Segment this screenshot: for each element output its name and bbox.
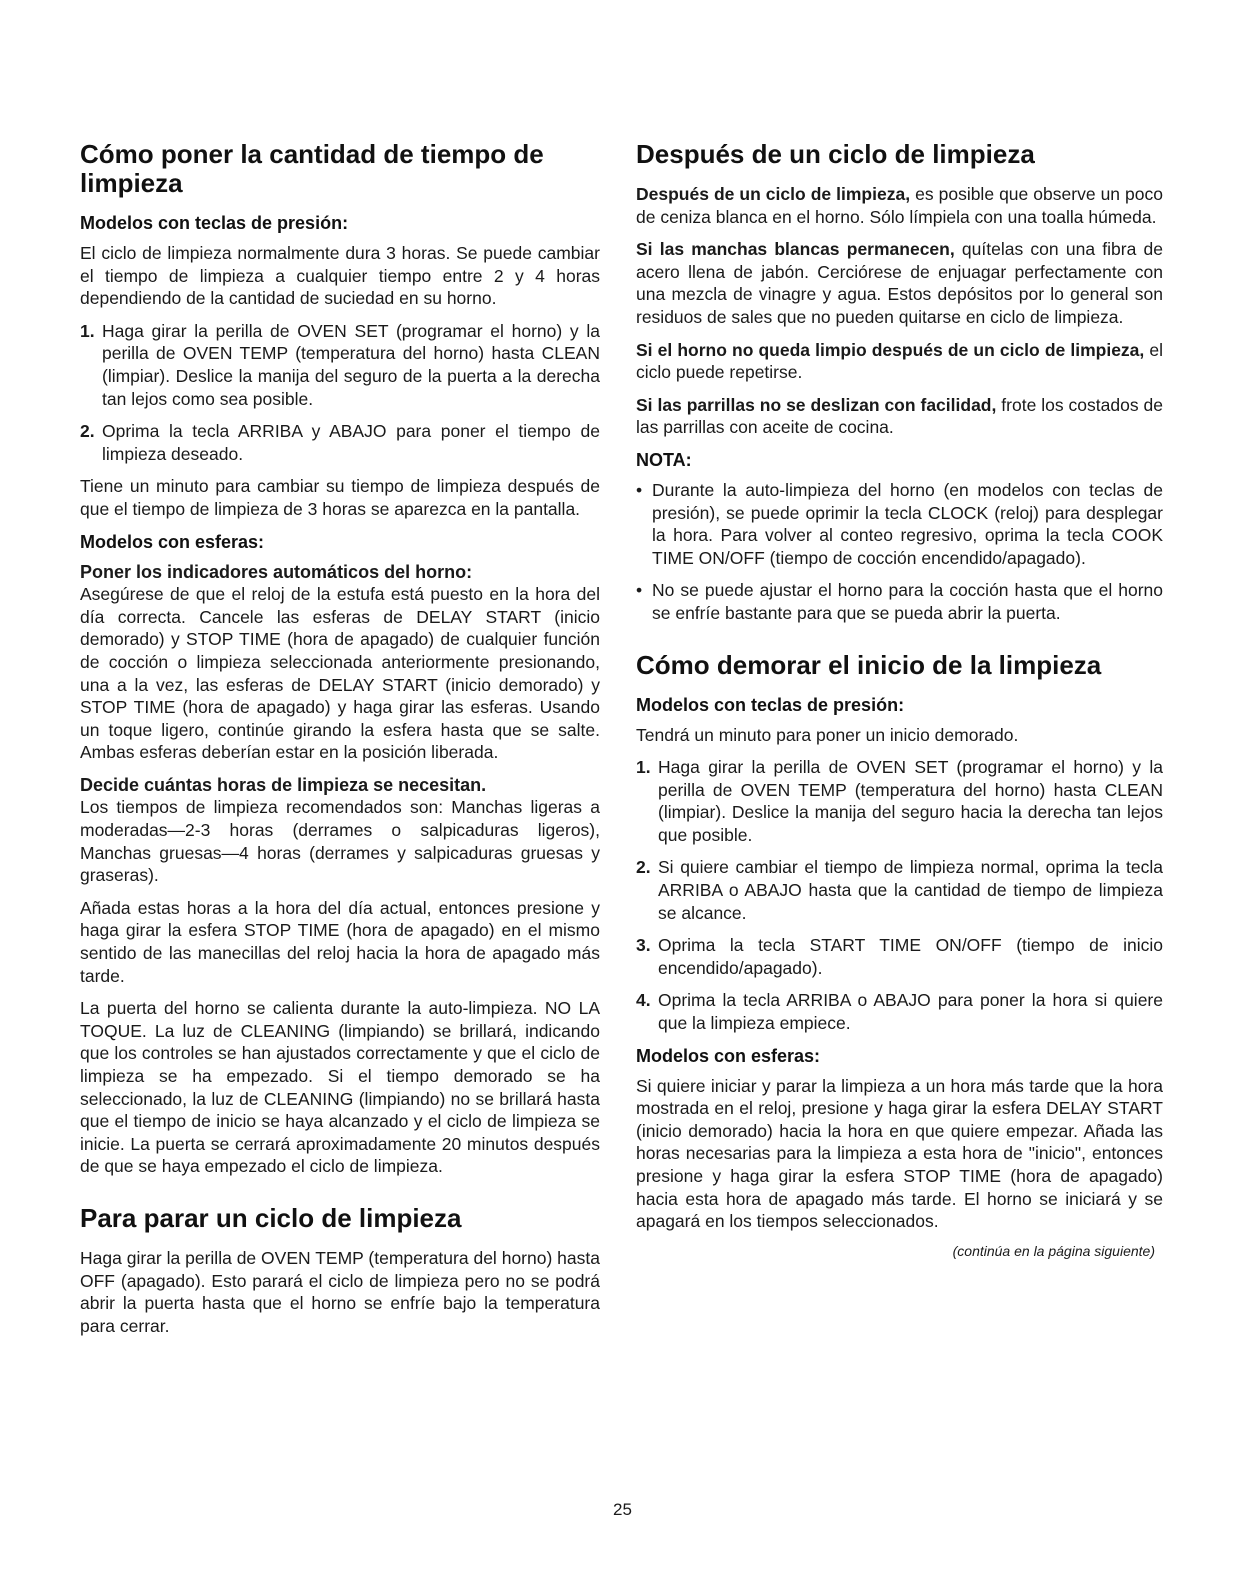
paragraph-stop-cleaning: Haga girar la perilla de OVEN TEMP (temperatura del horno) hasta OFF (apagado). Esto parará el ciclo de limpieza pero no se podrá abrir la puerta hasta que el horno se enfríe bajo la temperatura para cerrar. <box>80 1247 600 1336</box>
note-label: NOTA: <box>636 449 692 470</box>
step-text: Haga girar la perilla de OVEN SET (programar el horno) y la perilla de OVEN TEMP (temperatura del horno) hasta CLEAN (limpiar). Deslice la manija del seguro hacia la derecha tan lejos que posible. <box>658 757 1163 845</box>
step-text: Haga girar la perilla de OVEN SET (programar el horno) y la perilla de OVEN TEMP (temperatura del horno) hasta CLEAN (limpiar). Deslice la manija del seguro de la puerta a la derecha tan lejos como sea posible. <box>102 320 600 409</box>
steps-list-delay-start <box>636 756 1163 1035</box>
step-number: 3. <box>636 935 651 956</box>
step-item <box>80 420 600 465</box>
step-item <box>636 934 1163 979</box>
subheading-push-key-models-2: Modelos con teclas de presión: <box>636 694 905 715</box>
step-text: Oprima la tecla START TIME ON/OFF (tiempo de inicio encendido/apagado). <box>658 935 1163 978</box>
section-title-after-cleaning: Después de un ciclo de limpieza <box>636 139 1035 169</box>
lead-decide-hours: Decide cuántas horas de limpieza se necesitan. <box>80 774 487 795</box>
page-number: 25 <box>613 1500 632 1519</box>
section-title-stop-cleaning: Para parar un ciclo de limpieza <box>80 1202 462 1233</box>
step-number: 4. <box>636 990 651 1011</box>
step-item <box>636 989 1163 1034</box>
left-column <box>80 140 600 1347</box>
notes-list <box>636 479 1163 625</box>
paragraph-door-heats: La puerta del horno se calienta durante la auto-limpieza. NO LA TOQUE. La luz de CLEANING (limpiando) se brillará, indicando que los controles se han ajustados correctamente y que el ciclo de limpieza se ha empezado. Si el tiempo demorado se ha seleccionado, la luz de CLEANING (limpiando) no se brillará hasta que el tiempo de inicio se haya alcanzado y el ciclo de limpieza se inicie. La puerta se cerrará aproximadamente 20 minutos después de que se haya empezado el ciclo de limpieza. <box>80 998 600 1177</box>
paragraph-cleaning-duration: El ciclo de limpieza normalmente dura 3 horas. Se puede cambiar el tiempo de limpieza a cualquier tiempo entre 2 y 4 horas dependiendo de la cantidad de suciedad en su horno. <box>80 243 600 309</box>
step-item <box>636 756 1163 846</box>
paragraph-add-hours: Añada estas horas a la hora del día actual, entonces presione y haga girar la esfera STOP TIME (hora de apagado) en el mismo sentido de las manecillas del reloj hacia la hora de apagado más tarde. <box>80 897 600 986</box>
paragraph-one-minute-delay: Tendrá un minuto para poner un inicio demorado. <box>636 724 1019 745</box>
step-text: Si quiere cambiar el tiempo de limpieza normal, oprima la tecla ARRIBA o ABAJO hasta que la cantidad de tiempo de limpieza se alcance. <box>658 857 1163 923</box>
bullet-icon: • <box>636 479 643 500</box>
section-title-delay-start: Cómo demorar el inicio de la limpieza <box>636 649 1102 680</box>
subheading-dial-models: Modelos con esferas: <box>80 531 265 552</box>
subheading-push-key-models: Modelos con teclas de presión: <box>80 213 349 233</box>
step-number: 1. <box>80 320 95 341</box>
step-item <box>80 320 600 410</box>
section-title-cleaning-time: Cómo poner la cantidad de tiempo de limpieza <box>80 139 544 198</box>
lead-set-indicators: Poner los indicadores automáticos del horno: <box>80 561 473 582</box>
paragraph-white-ash: Después de un ciclo de limpieza, es posible que observe un poco de ceniza blanca en el horno. Sólo límpiela con una toalla húmeda. <box>636 184 1164 227</box>
step-number: 2. <box>636 857 651 878</box>
paragraph-racks: Si las parrillas no se deslizan con facilidad, frote los costados de las parrillas con aceite de cocina. <box>636 394 1163 438</box>
bullet-icon: • <box>636 580 643 601</box>
paragraph-decide-hours: Decide cuántas horas de limpieza se necesitan. Los tiempos de limpieza recomendados son: Manchas ligeras a moderadas—2-3 horas (derrames o salpicaduras ligeros), Manchas gruesas—4 horas (derrames y salpicaduras gruesas y graseras). <box>80 774 600 886</box>
note-item: • No se puede ajustar el horno para la cocción hasta que el horno se enfríe bastante para que se pueda abrir la puerta. <box>636 580 1163 623</box>
step-text: Oprima la tecla ARRIBA y ABAJO para poner el tiempo de limpieza deseado. <box>102 421 600 464</box>
paragraph-one-minute: Tiene un minuto para cambiar su tiempo de limpieza después de que el tiempo de limpieza de 3 horas se aparezca en la pantalla. <box>80 476 600 519</box>
note-item: • Durante la auto-limpieza del horno (en modelos con teclas de presión), se puede oprimir la tecla CLOCK (reloj) para desplegar la hora. Para volver al conteo regresivo, oprima la tecla COOK TIME ON/OFF (tiempo de cocción encendido/apagado). <box>636 479 1163 568</box>
step-number: 2. <box>80 421 95 442</box>
paragraph-white-spots: Si las manchas blancas permanecen, quítelas con una fibra de acero llena de jabón. Cerciórese de enjuagar perfectamente con una mezcla de vinagre y agua. Estos depósitos por lo general son residuos de sales que no pueden quitarse en ciclo de limpieza. <box>636 239 1163 327</box>
right-column <box>636 140 1163 1259</box>
continued-note: (continúa en la página siguiente) <box>952 1242 1155 1259</box>
paragraph-not-clean: Si el horno no queda limpio después de un ciclo de limpieza, el ciclo puede repetirse. <box>636 339 1164 383</box>
step-text: Oprima la tecla ARRIBA o ABAJO para poner la hora si quiere que la limpieza empiece. <box>658 990 1163 1034</box>
steps-list-cleaning-time <box>80 320 600 466</box>
step-number: 1. <box>636 757 651 778</box>
paragraph-set-indicators: Poner los indicadores automáticos del horno: Asegúrese de que el reloj de la estufa está puesto en la hora del día correcta. Cancele las esferas de DELAY START (inicio demorado) y STOP TIME (hora de apagado) de cualquier función de cocción o limpieza seleccionada anteriormente presionando, una a la vez, las esferas de DELAY START (inicio demorado) y STOP TIME (hora de apagado) y haga girar las esferas. Usando un toque ligero, continúe girando la esfera hasta que se salte. Ambas esferas deberían estar en la posición liberada. <box>80 561 600 763</box>
step-item <box>636 856 1163 924</box>
paragraph-delay-dials: Si quiere iniciar y parar la limpieza a un hora más tarde que la hora mostrada en el reloj, presione y haga girar la esfera DELAY START (inicio demorado) hacia la hora en que quiere empezar. Añada las horas necesarias para la limpieza a esta hora de "inicio", entonces presione y haga girar la esfera STOP TIME (hora de apagado) hacia esta hora de apagado más tarde. El horno se iniciará y se apagará en los tiempos seleccionados. <box>636 1075 1163 1232</box>
subheading-dial-models-2: Modelos con esferas: <box>636 1045 821 1066</box>
